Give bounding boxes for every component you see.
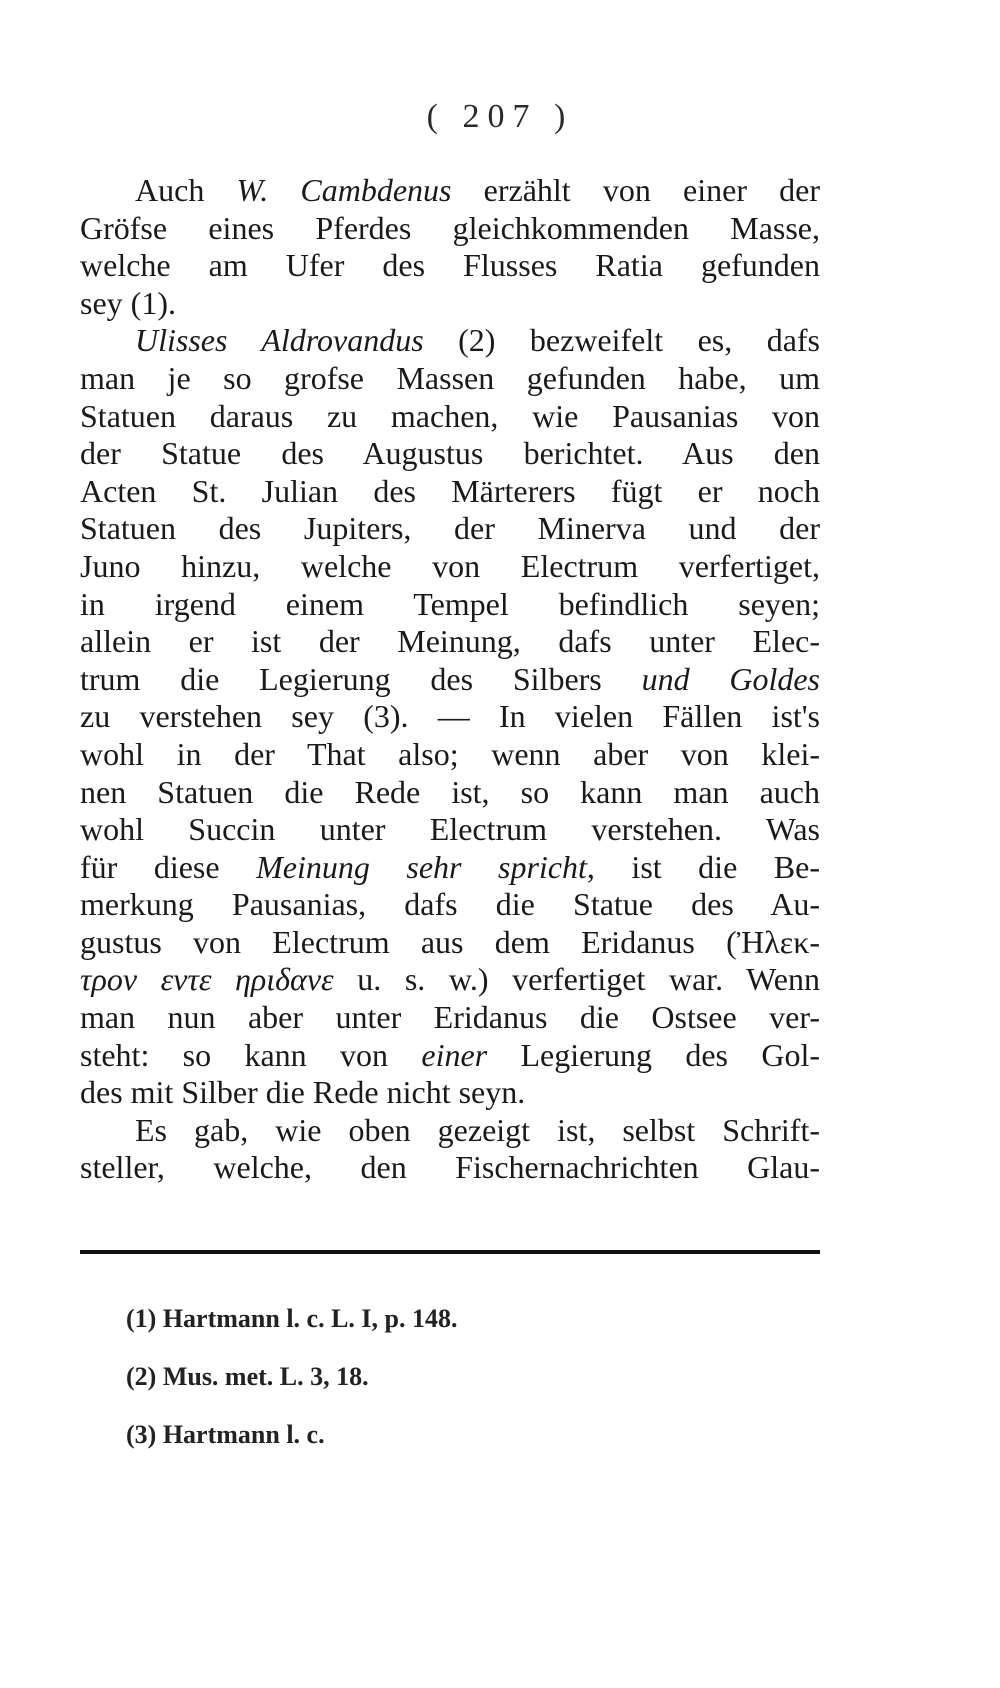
- text-line: nen Statuen die Rede ist, so kann man auch: [80, 773, 820, 810]
- footnote: (3) Hartmann l. c.: [126, 1420, 325, 1449]
- text-line: des mit Silber die Rede nicht seyn.: [80, 1074, 526, 1111]
- text-line: Ulisses Aldrovandus (2) bezweifelt es, dafs: [135, 322, 821, 359]
- text-line: man je so grofse Massen gefunden habe, um: [80, 359, 820, 396]
- footnotes: [126, 1302, 826, 1476]
- text-line: in irgend einem Tempel befindlich seyen;: [80, 585, 820, 622]
- text-line: Auch W. Cambdenus erzählt von einer der: [135, 172, 821, 208]
- text-line: Es gab, wie oben gezeigt ist, selbst Schrift-: [135, 1111, 820, 1148]
- author-name: W. Cambdenus: [236, 172, 452, 208]
- text-line: trum die Legierung des Silbers und Goldes: [80, 660, 821, 697]
- text-line: zu verstehen sey (3). — In vielen Fällen ist's: [80, 698, 820, 735]
- text-line: Acten St. Julian des Märterers fügt er noch: [80, 472, 820, 509]
- text-line: sey (1).: [80, 284, 176, 321]
- text-line: Juno hinzu, welche von Electrum verfertiget,: [80, 547, 820, 584]
- text-line: Gröfse eines Pferdes gleichkommenden Masse,: [80, 209, 820, 246]
- text-line: allein er ist der Meinung, dafs unter Elec-: [80, 623, 820, 660]
- text-line: Statuen des Jupiters, der Minerva und der: [80, 510, 820, 547]
- text-line: steller, welche, den Fischernachrichten Glau-: [80, 1149, 820, 1186]
- text-line: der Statue des Augustus berichtet. Aus den: [80, 435, 820, 472]
- text-line: wohl Succin unter Electrum verstehen. Was: [80, 811, 820, 848]
- text-line: Statuen daraus zu machen, wie Pausanias von: [80, 397, 820, 434]
- text-line: merkung Pausanias, dafs die Statue des Au-: [80, 886, 820, 923]
- text-line: welche am Ufer des Flusses Ratia gefunden: [80, 247, 820, 284]
- text-line: für diese Meinung sehr spricht, ist die Be-: [80, 848, 821, 885]
- text-line: τρον εντε ηριδανε u. s. w.) verfertiget war. Wenn: [80, 961, 821, 998]
- text-line: steht: so kann von einer Legierung des Gol-: [80, 1036, 821, 1073]
- page-number: ( 207 ): [426, 98, 574, 135]
- main-text: [80, 172, 820, 1187]
- greek-text: τρον εντε ηριδανε: [80, 961, 334, 998]
- footnote-divider: [80, 1250, 820, 1254]
- text-line: man nun aber unter Eridanus die Ostsee ver-: [80, 999, 820, 1036]
- author-name: Ulisses Aldrovandus: [135, 322, 424, 359]
- text-line: wohl in der That also; wenn aber von klei-: [80, 735, 820, 772]
- footnote: (2) Mus. met. L. 3, 18.: [126, 1362, 369, 1391]
- footnote: (1) Hartmann l. c. L. I, p. 148.: [126, 1304, 458, 1333]
- text-line: gustus von Electrum aus dem Eridanus (Ἠλεκ-: [80, 923, 820, 960]
